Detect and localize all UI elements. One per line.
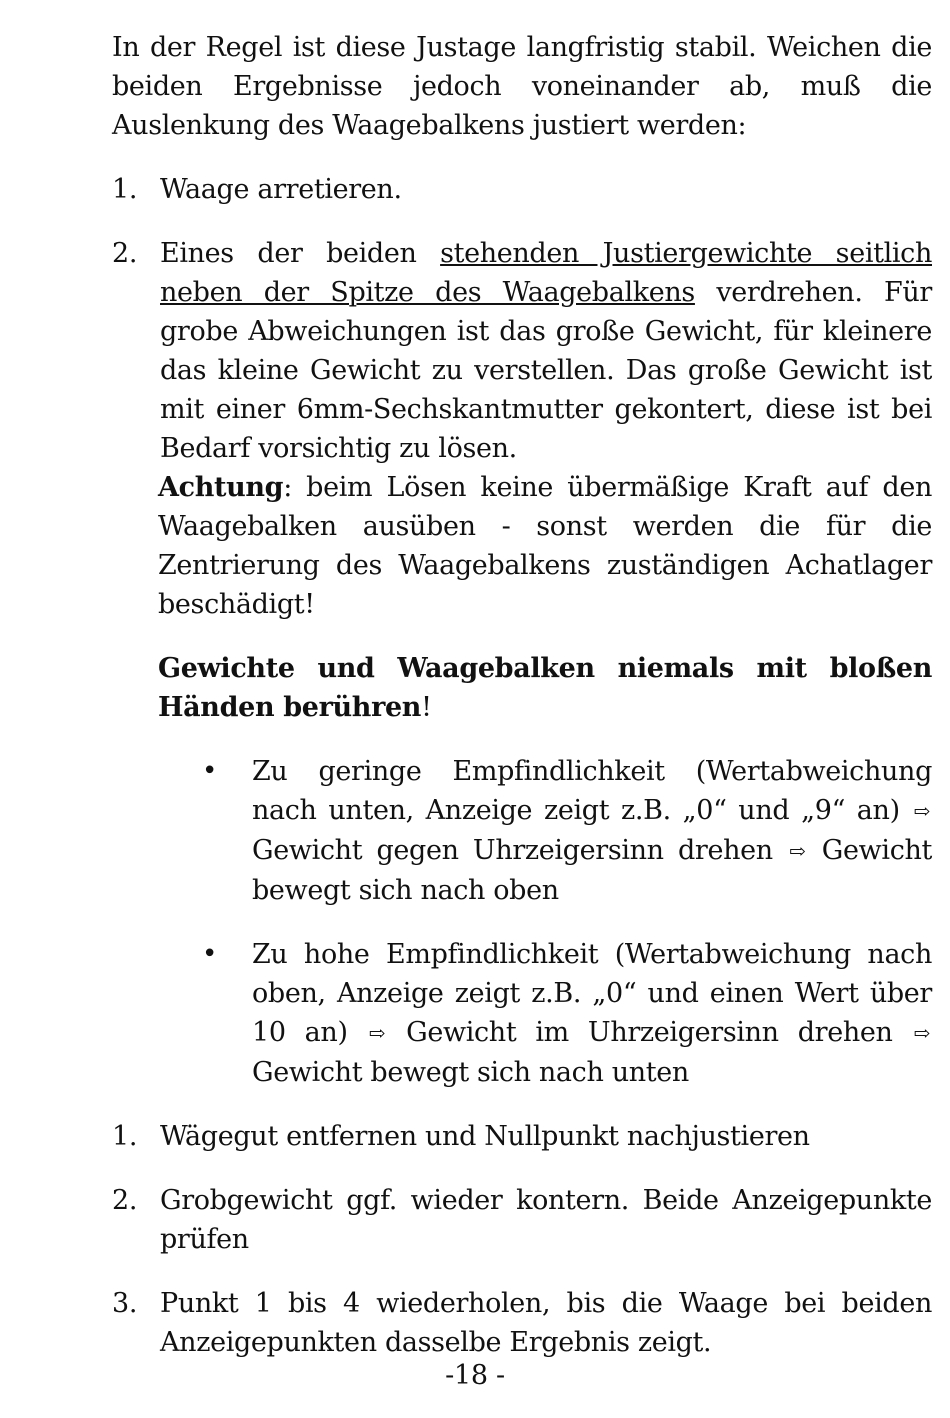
list-item	[158, 935, 932, 1092]
bullet-part: Gewicht bewegt sich nach unten	[252, 1057, 689, 1088]
list-text: Waage arretieren.	[160, 174, 402, 205]
handling-warning	[158, 649, 932, 727]
list-number: 3.	[112, 1288, 138, 1319]
step-text-post: verdrehen. Für grobe Abweichungen ist das große Gewicht, für kleinere das kleine Gewicht zu verstellen. Das große Gewicht ist mit einer 6mm-Sechskantmutter gekontert, diese ist bei Bedarf vorsichtig zu lösen.	[160, 277, 932, 464]
arrow-right-icon: ⇨	[913, 799, 930, 823]
bullet-text	[252, 752, 932, 910]
intro-paragraph: In der Regel ist diese Justage langfristig stabil. Weichen die beiden Ergebnisse jedoch voneinander ab, muß die Auslenkung des Waagebalkens justiert werden:	[112, 32, 932, 141]
list-item	[112, 1284, 932, 1362]
bullet-part: Gewicht bewegt sich nach oben	[252, 835, 933, 906]
step-text-pre: Eines der beiden	[160, 238, 441, 269]
bullet-part: Zu hohe Empfindlichkeit (Wertabweichung nach oben, Anzeige zeigt z.B. „0“ und einen Wert über 10 an)	[252, 939, 932, 1048]
list-item	[158, 752, 932, 910]
bullet-part: Zu geringe Empfindlichkeit (Wertabweichung nach unten, Anzeige zeigt z.B. „0“ und „9“ an)	[252, 756, 932, 826]
arrow-right-icon: ⇨	[368, 1021, 386, 1045]
list-text	[160, 234, 932, 468]
list-item	[112, 234, 932, 468]
list-item	[112, 1117, 932, 1156]
list-text: Wägegut entfernen und Nullpunkt nachjustieren	[160, 1121, 810, 1152]
handling-warning-bold: Gewichte und Waagebalken niemals mit bloßen Händen berühren	[158, 653, 932, 723]
list-text: Grobgewicht ggf. wieder kontern. Beide Anzeigepunkte prüfen	[160, 1185, 932, 1255]
arrow-right-icon: ⇨	[789, 839, 806, 863]
list-number: 2.	[112, 238, 138, 269]
list-text: Punkt 1 bis 4 wiederholen, bis die Waage bei beiden Anzeigepunkten dasselbe Ergebnis zeigt.	[160, 1288, 932, 1358]
list-number: 1.	[112, 174, 138, 205]
arrow-right-icon: ⇨	[913, 1021, 931, 1045]
caution-label: Achtung	[158, 472, 284, 503]
bullet-part: Gewicht im Uhrzeigersinn drehen	[406, 1017, 893, 1048]
bullet-icon: •	[202, 756, 217, 786]
page-number: -18 -	[445, 1360, 505, 1391]
list-number: 1.	[112, 1121, 138, 1152]
list-item	[112, 1181, 932, 1259]
bullet-text	[252, 935, 932, 1092]
bullet-icon: •	[202, 939, 217, 969]
handling-warning-end: !	[421, 692, 432, 723]
caution-text: : beim Lösen keine übermäßige Kraft auf den Waagebalken ausüben - sonst werden die für die Zentrierung des Waagebalkens zuständigen Achatlager beschädigt!	[158, 472, 932, 620]
bullet-list	[158, 752, 932, 1092]
underlined-reference: stehenden Justiergewichte seitlich neben der Spitze des Waagebalkens	[160, 238, 932, 308]
document-page	[112, 28, 932, 1387]
caution-note	[158, 468, 932, 624]
bullet-part: Gewicht gegen Uhrzeigersinn drehen	[252, 835, 773, 866]
list-number: 2.	[112, 1185, 138, 1216]
list-item	[112, 170, 932, 209]
